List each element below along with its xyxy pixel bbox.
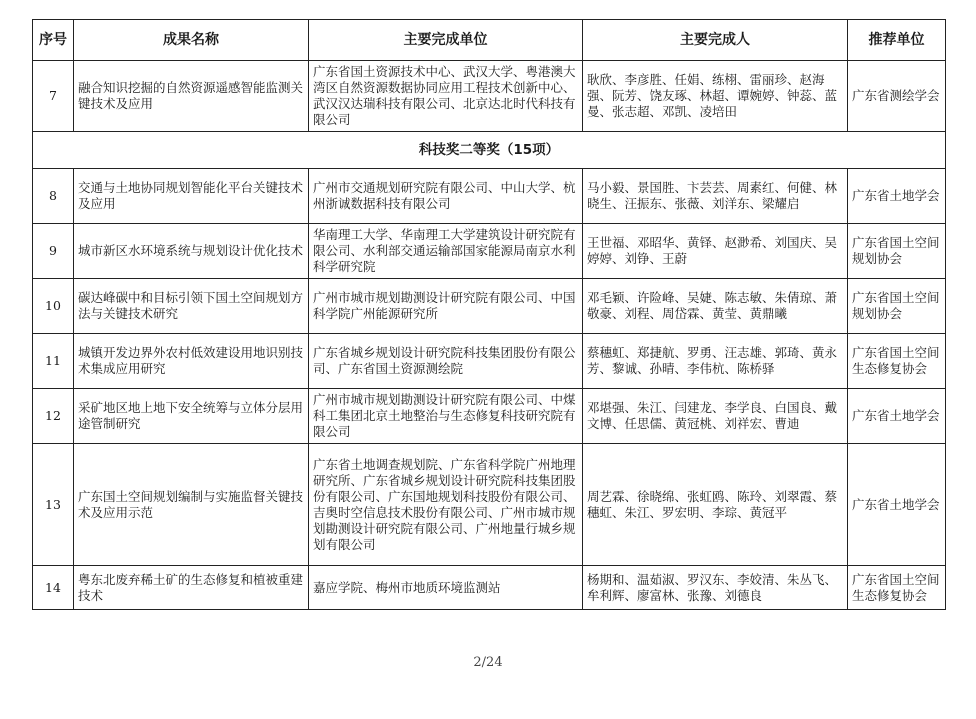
- row-name: 城市新区水环境系统与规划设计优化技术: [74, 224, 309, 279]
- page-number: 2/24: [473, 655, 503, 670]
- row-people: 王世福、邓昭华、黄铎、赵渺希、刘国庆、吴婷婷、刘铮、王蔚: [583, 224, 848, 279]
- row-recommender: 广东省国土空间生态修复协会: [848, 566, 946, 610]
- row-units: 广州市城市规划勘测设计研究院有限公司、中国科学院广州能源研究所: [309, 279, 583, 334]
- row-no: 14: [33, 566, 74, 610]
- row-no: 12: [33, 389, 74, 444]
- row-no: 11: [33, 334, 74, 389]
- section-title: 科技奖二等奖（15项）: [33, 132, 946, 169]
- table-row: [33, 61, 946, 132]
- row-units: 广州市交通规划研究院有限公司、中山大学、杭州浙诚数据科技有限公司: [309, 169, 583, 224]
- row-people: 马小毅、景国胜、卞芸芸、周素红、何健、林晓生、汪振东、张薇、刘洋东、梁耀启: [583, 169, 848, 224]
- header-recommender: 推荐单位: [848, 20, 946, 61]
- table-row: [33, 169, 946, 224]
- row-name: 粤东北废弃稀土矿的生态修复和植被重建技术: [74, 566, 309, 610]
- row-units: 嘉应学院、梅州市地质环境监测站: [309, 566, 583, 610]
- row-name: 广东国土空间规划编制与实施监督关键技术及应用示范: [74, 444, 309, 566]
- table-row: [33, 566, 946, 610]
- row-name: 交通与土地协同规划智能化平台关键技术及应用: [74, 169, 309, 224]
- table-row: [33, 444, 946, 566]
- row-no: 10: [33, 279, 74, 334]
- row-units: 广东省土地调查规划院、广东省科学院广州地理研究所、广东省城乡规划设计研究院科技集团股份有限公司、广东国地规划科技股份有限公司、吉奥时空信息技术股份有限公司、广州市城市规划勘测设计研究院有限公司、广州地量行城乡规划有限公司: [309, 444, 583, 566]
- row-no: 13: [33, 444, 74, 566]
- row-recommender: 广东省国土空间生态修复协会: [848, 334, 946, 389]
- table-row: [33, 279, 946, 334]
- header-units: 主要完成单位: [309, 20, 583, 61]
- row-recommender: 广东省测绘学会: [848, 61, 946, 132]
- table-row: [33, 389, 946, 444]
- row-units: 广州市城市规划勘测设计研究院有限公司、中煤科工集团北京土地整治与生态修复科技研究院有限公司: [309, 389, 583, 444]
- row-name: 融合知识挖掘的自然资源遥感智能监测关键技术及应用: [74, 61, 309, 132]
- row-no: 8: [33, 169, 74, 224]
- row-no: 7: [33, 61, 74, 132]
- row-people: 杨期和、温茹淑、罗汉东、李姣清、朱丛飞、牟利辉、廖富林、张豫、刘德良: [583, 566, 848, 610]
- table-header-row: [33, 20, 946, 61]
- row-people: 邓堪强、朱江、闫建龙、李学良、白国良、戴文博、任思儒、黄冠桃、刘祥宏、曹迪: [583, 389, 848, 444]
- section-row: [33, 132, 946, 169]
- table-row: [33, 224, 946, 279]
- row-people: 周艺霖、徐晓绵、张虹鸥、陈玲、刘翠霞、蔡穗虹、朱江、罗宏明、李琮、黄冠平: [583, 444, 848, 566]
- table-row: [33, 334, 946, 389]
- row-people: 邓毛颖、许险峰、吴婕、陈志敏、朱倩琼、萧敬豪、刘程、周岱霖、黄莹、黄鼎曦: [583, 279, 848, 334]
- row-recommender: 广东省土地学会: [848, 169, 946, 224]
- header-name: 成果名称: [74, 20, 309, 61]
- row-people: 蔡穗虹、郑捷航、罗勇、汪志雄、郭琦、黄永芳、黎诚、孙晴、李伟杭、陈桥驿: [583, 334, 848, 389]
- row-units: 华南理工大学、华南理工大学建筑设计研究院有限公司、水利部交通运输部国家能源局南京水利科学研究院: [309, 224, 583, 279]
- row-recommender: 广东省国土空间规划协会: [848, 279, 946, 334]
- row-recommender: 广东省土地学会: [848, 389, 946, 444]
- row-name: 城镇开发边界外农村低效建设用地识别技术集成应用研究: [74, 334, 309, 389]
- row-units: 广东省国土资源技术中心、武汉大学、粤港澳大湾区自然资源数据协同应用工程技术创新中心、武汉汉达瑞科技有限公司、北京达北时代科技有限公司: [309, 61, 583, 132]
- row-people: 耿欣、李彦胜、任娟、练栩、雷丽珍、赵海强、阮芳、饶友琢、林超、谭婉婷、钟蕊、蓝曼、张志超、邓凯、凌培田: [583, 61, 848, 132]
- header-no: 序号: [33, 20, 74, 61]
- awards-table: [32, 19, 946, 610]
- row-recommender: 广东省土地学会: [848, 444, 946, 566]
- row-name: 采矿地区地上地下安全统筹与立体分层用途管制研究: [74, 389, 309, 444]
- row-units: 广东省城乡规划设计研究院科技集团股份有限公司、广东省国土资源测绘院: [309, 334, 583, 389]
- header-people: 主要完成人: [583, 20, 848, 61]
- row-recommender: 广东省国土空间规划协会: [848, 224, 946, 279]
- row-name: 碳达峰碳中和目标引领下国土空间规划方法与关键技术研究: [74, 279, 309, 334]
- row-no: 9: [33, 224, 74, 279]
